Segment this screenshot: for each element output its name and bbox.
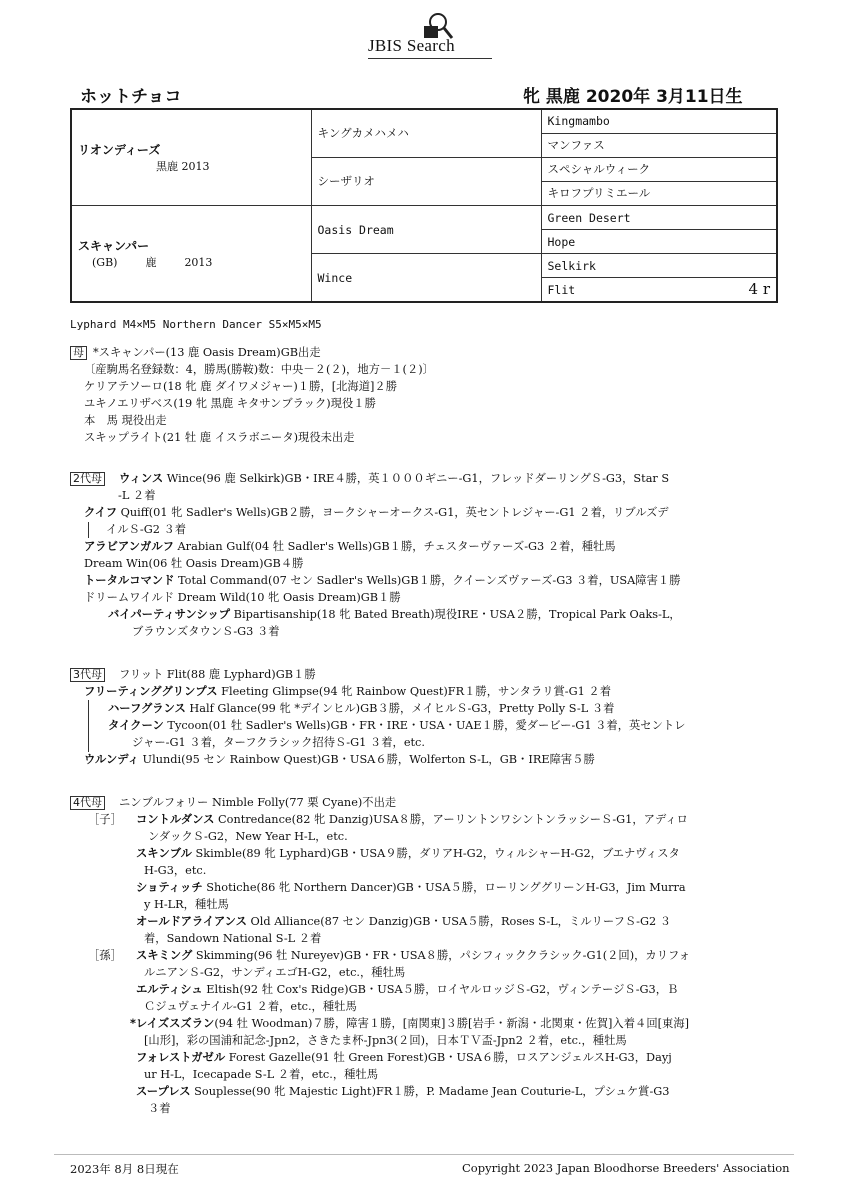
dam-section [70, 344, 750, 446]
g4-text-12: Eltish(92 牡 Cox's Ridge)GB・USA５勝，ロイヤルロッジＳ-G2，ヴィンテージＳ-G3，Ｂ [202, 983, 679, 996]
g2-text-5: Arabian Gulf(04 牡 Sadler's Wells)GB１勝，チェスターヴァーズ-G3 ２着，種牡馬 [173, 540, 616, 553]
dam-name: スキャンパー [78, 239, 150, 253]
g2-text-4: イルＳ-G2 ３着 [106, 523, 187, 536]
dam-line-2: 〔産駒馬名登録数：4，勝馬(勝鞍)数：中央－２(２)，地方－１(２)〕 [84, 363, 434, 376]
g3-5: Green Desert [541, 206, 777, 230]
horse-info: 牝 黒鹿 2020年 3月11日生 [523, 87, 743, 107]
g4-bold-4: スキンブル [136, 847, 192, 860]
g3-text-5: ジャー-G1 ３着，ターフクラシック招待Ｓ-G1 ３着，etc. [132, 736, 425, 749]
indent-bar [88, 522, 89, 538]
dam-line-6: スキップライト(21 牡 鹿 イスラボニータ)現役未出走 [84, 431, 355, 444]
g4-text-16: Forest Gazelle(91 牡 Green Forest)GB・USA６勝，ロスアンジェルスH-G3，Dayj [225, 1051, 672, 1064]
g4-tag-grandchild: ［孫］ [88, 949, 122, 962]
g3-text-2: Fleeting Glimpse(94 牝 Rainbow Quest)FR１勝，サンタラリ賞-G1 ２着 [217, 685, 611, 698]
indent-bar-2 [88, 700, 89, 752]
g3-bold-6: ウルンディ [84, 753, 139, 766]
g4-text-4: Skimble(89 牝 Lyphard)GB・USA９勝，ダリアH-G2，ウィルシャーH-G2，ブエナヴィスタ [191, 847, 680, 860]
g3-text-1: フリット Flit(88 鹿 Lyphard)GB１勝 [119, 668, 316, 681]
dam-sire: Oasis Dream [311, 206, 541, 254]
g3-7: Selkirk [541, 254, 777, 278]
g4-text-9: 着，Sandown National S-L ２着 [144, 932, 322, 945]
g2-section [70, 470, 750, 640]
sire-dam: シーザリオ [311, 157, 541, 205]
g4-text-14: (94 牡 Woodman)７勝，障害１勝，[南関東]３勝[岩手・新潟・北関東・佐賀]入着４回[東海] [214, 1017, 690, 1030]
g3-2: マンファス [541, 133, 777, 157]
dam-cell [71, 206, 311, 303]
g4-text-17: ur H-L，Icecapade S-L ２着，etc.，種牡馬 [144, 1068, 379, 1081]
g2-bold-7: トータルコマンド [84, 574, 175, 587]
g2-bold-3: クイフ [84, 506, 117, 519]
pedigree-table [70, 108, 778, 303]
logo-text: JBIS Search [368, 36, 455, 55]
g3-text-6: Ulundi(95 セン Rainbow Quest)GB・USA６勝，Wolferton S-L，GB・IRE障害５勝 [138, 753, 595, 766]
g4-text-19: ３着 [148, 1102, 171, 1115]
g4-text-15: [山形]，彩の国浦和記念-Jpn2，さきたま杯-Jpn3(２回)，日本ＴＶ盃-Jpn2 ２着，etc.，種牡馬 [144, 1034, 627, 1047]
g2-text-6: Dream Win(06 牡 Oasis Dream)GB４勝 [84, 557, 304, 570]
sire-name: リオンディーズ [78, 143, 161, 157]
footer-date: 2023年 8月 8日現在 [70, 1162, 179, 1176]
g4-tag-child: ［子］ [88, 813, 122, 826]
g4-text-3: ンダックＳ-G2，New Year H-L，etc. [148, 830, 348, 843]
dam-line-5: 本 馬 現役出走 [84, 414, 167, 427]
g4-bold-18: スープレス [136, 1085, 191, 1098]
inbreeding-line: Lyphard M4×M5 Northern Dancer S5×M5×M5 [70, 318, 322, 331]
g3-8-cell [541, 278, 777, 302]
g4-text-7: y H-LR，種牡馬 [144, 898, 229, 911]
g3-section [70, 666, 750, 768]
g4-text-11: ルニアンＳ-G2，サンディエゴH-G2，etc.，種牡馬 [144, 966, 406, 979]
g4-text-2: Contredance(82 牝 Danzig)USA８勝，アーリントンワシントンラッシーＳ-G1，アディロ [214, 813, 688, 826]
dam-dam: Wince [311, 254, 541, 302]
race-count: 4 r [748, 280, 770, 299]
dam-line-1: *スキャンパー(13 鹿 Oasis Dream)GB出走 [93, 346, 321, 359]
horse-name: ホットチョコ [80, 87, 182, 107]
g2-text-10: ブラウンズタウンＳ-G3 ３着 [132, 625, 280, 638]
g2-label: 2代母 [70, 472, 105, 486]
g3-4: キロフプリミエール [541, 181, 777, 205]
sire-cell [71, 109, 311, 206]
dam-label: 母 [70, 346, 87, 360]
g2-text-8: ドリームワイルド Dream Wild(10 牝 Oasis Dream)GB１勝 [84, 591, 401, 604]
g4-bold-14: *レイズスズラン [130, 1017, 215, 1030]
g4-text-13: Ｃジュヴェナイル-G1 ２着，etc.，種牡馬 [144, 1000, 357, 1013]
sire-detail: 黒鹿 2013 [156, 160, 210, 173]
g4-text-8: Old Alliance(87 セン Danzig)GB・USA５勝，Roses S-L，ミルリーフＳ-G2 ３ [246, 915, 672, 928]
g4-bold-12: エルティシュ [136, 983, 203, 996]
g3-bold-2: フリーティンググリンプス [84, 685, 218, 698]
g4-text-18: Souplesse(90 牝 Majestic Light)FR１勝，P. Madame Jean Couturie-L，プシュケ賞-G3 [190, 1085, 670, 1098]
g4-text-6: Shotiche(86 牝 Northern Dancer)GB・USA５勝，ローリンググリーンH-G3，Jim Murra [202, 881, 686, 894]
g4-bold-2: コントルダンス [136, 813, 215, 826]
dam-line-3: ケリアテソーロ(18 牝 鹿 ダイワメジャー)１勝，[北海道]２勝 [84, 380, 398, 393]
g3-text-4: Tycoon(01 牡 Sadler's Wells)GB・FR・IRE・USA・UAE１勝，愛ダービー-G1 ３着，英セントレ [163, 719, 686, 732]
g3-6: Hope [541, 230, 777, 254]
g2-text-2: -L ２着 [118, 489, 156, 502]
footer-copyright: Copyright 2023 Japan Bloodhorse Breeders' Association [462, 1161, 790, 1175]
g3-3: スペシャルウィーク [541, 157, 777, 181]
g2-text-3: Quiff(01 牝 Sadler's Wells)GB２勝，ヨークシャーオークス-G1，英セントレジャー-G1 ２着，リブルズデ [117, 506, 669, 519]
jbis-logo [368, 10, 498, 60]
g3-1: Kingmambo [541, 109, 777, 133]
dam-line-4: ユキノエリザベス(19 牝 黒鹿 キタサンブラック)現役１勝 [84, 397, 376, 410]
g3-bold-3: ハーフグランス [108, 702, 186, 715]
g4-section [70, 794, 750, 1117]
g4-text-1: ニンブルフォリー Nimble Folly(77 栗 Cyane)不出走 [119, 796, 397, 809]
dam-detail [78, 254, 305, 270]
g4-text-5: H-G3，etc. [144, 864, 207, 877]
dam-color: 鹿 [145, 256, 157, 269]
g2-bold-5: アラビアンガルフ [84, 540, 174, 553]
g4-bold-16: フォレストガゼル [136, 1051, 226, 1064]
g2-bold-9: バイパーティサンシップ [108, 608, 231, 621]
g4-bold-6: ショティッチ [136, 881, 203, 894]
dam-origin: (GB) [92, 256, 118, 269]
g2-text-9: Bipartisanship(18 牝 Bated Breath)現役IRE・USA２勝，Tropical Park Oaks-L， [230, 608, 681, 621]
sire-sire: キングカメハメハ [311, 109, 541, 157]
g3-8: Flit [547, 282, 576, 297]
g4-text-10: Skimming(96 牡 Nureyev)GB・FR・USA８勝，パシフィッククラシック-G1(２回)，カリフォ [192, 949, 691, 962]
g3-bold-4: タイクーン [108, 719, 164, 732]
dam-year: 2013 [184, 256, 213, 269]
g2-text-7: Total Command(07 セン Sadler's Wells)GB１勝，クイーンズヴァーズ-G3 ３着，USA障害１勝 [174, 574, 681, 587]
g4-bold-8: オールドアライアンス [136, 915, 247, 928]
g3-text-3: Half Glance(99 牝 *デインヒル)GB３勝，メイヒルＳ-G3，Pretty Polly S-L ３着 [185, 702, 615, 715]
g4-label: 4代母 [70, 796, 105, 810]
g2-bold-1: ウィンス [119, 472, 164, 485]
footer-divider [54, 1154, 794, 1155]
g4-bold-10: スキミング [136, 949, 193, 962]
g3-label: 3代母 [70, 668, 105, 682]
g2-text-1: Wince(96 鹿 Selkirk)GB・IRE４勝，英１０００ギニー-G1，フレッドダーリングＳ-G3，Star S [163, 472, 670, 485]
